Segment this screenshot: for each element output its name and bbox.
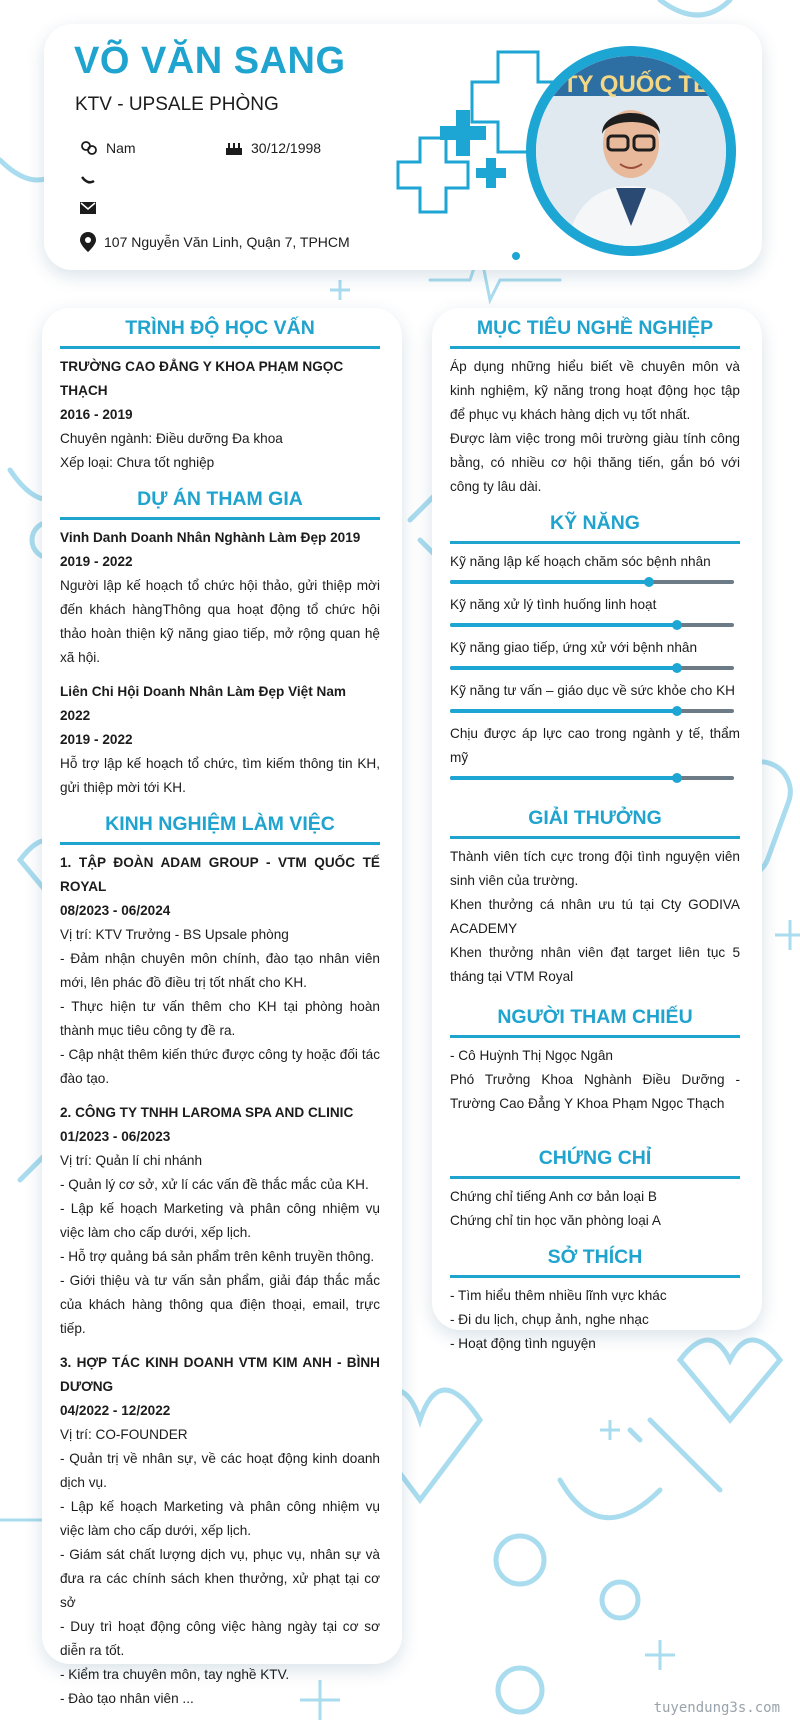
objective-text: Được làm việc trong môi trường giàu tính công bằng, có nhiều cơ hội thăng tiến, gắn bó với công ty lâu dài. [450, 431, 740, 494]
skill-label: Kỹ năng giao tiếp, ứng xử với bệnh nhân [450, 640, 698, 655]
skill-bar-knob [672, 620, 682, 630]
job-duty: - Kiểm tra chuyên môn, tay nghề KTV. [60, 1667, 290, 1682]
profile-photo [526, 46, 736, 256]
school-major: Chuyên ngành: Điều dưỡng Đa khoa [60, 431, 283, 446]
skill-bar-fill [450, 580, 649, 584]
award-item: Khen thưởng cá nhân ưu tú tại Cty GODIVA ACADEMY [450, 897, 740, 936]
job-duty: - Thực hiện tư vấn thêm cho KH tại phòng hoàn thành mục tiêu công ty đề ra. [60, 999, 380, 1038]
skill-bar-knob [672, 773, 682, 783]
reference-role: Phó Trưởng Khoa Nghành Điều Dưỡng - Trường Cao Đẳng Y Khoa Phạm Ngọc Thạch [450, 1072, 740, 1111]
education-section [60, 316, 380, 475]
skill-label: Kỹ năng lập kế hoạch chăm sóc bệnh nhân [450, 554, 711, 569]
plus-icon [775, 920, 800, 950]
job-position: Vị trí: Quản lí chi nhánh [60, 1153, 203, 1168]
job-period: 04/2022 - 12/2022 [60, 1403, 171, 1418]
award-item: Khen thưởng nhân viên đạt target liên tục 5 tháng tại VTM Royal [450, 945, 740, 984]
stethoscope-icon [560, 1480, 660, 1518]
skills-section [450, 511, 740, 780]
skill-bar [450, 623, 734, 627]
hobby-item: - Đi du lịch, chụp ảnh, nghe nhạc [450, 1312, 649, 1327]
awards-section [450, 806, 740, 989]
address-row [80, 232, 350, 252]
references-title: NGƯỜI THAM CHIẾU [450, 1005, 740, 1038]
references-section [450, 1005, 740, 1116]
job-duty: - Giám sát chất lượng dịch vụ, phục vụ, nhân sự và đưa ra các chính sách khen thưởng, xử phạt tại cơ sở [60, 1547, 380, 1610]
stethoscope-icon [660, 0, 730, 15]
skill-bar [450, 580, 734, 584]
hobby-item: - Tìm hiểu thêm nhiều lĩnh vực khác [450, 1288, 667, 1303]
skills-title: KỸ NĂNG [450, 511, 740, 544]
job-item [60, 1101, 380, 1341]
job-duty: - Lập kế hoạch Marketing và phân công nhiệm vụ việc làm cho cấp dưới, xếp lịch. [60, 1201, 380, 1240]
email-row [80, 202, 104, 214]
job-duty: - Giới thiệu và tư vấn sản phẩm, giải đáp thắc mắc của khách hàng thông qua điện thoại, email, trực tiếp. [60, 1273, 380, 1336]
job-company: 1. TẬP ĐOÀN ADAM GROUP - VTM QUỐC TẾ ROYAL [60, 855, 380, 894]
job-duty: - Hỗ trợ quảng bá sản phẩm trên kênh truyền thông. [60, 1249, 375, 1264]
skill-bar [450, 709, 734, 713]
plus-icon [330, 280, 350, 300]
projects-section [60, 487, 380, 800]
objective-title: MỤC TIÊU NGHỀ NGHIỆP [450, 316, 740, 349]
certificate-item: Chứng chỉ tiếng Anh cơ bản loại B [450, 1189, 657, 1204]
project-name: Liên Chi Hội Doanh Nhân Làm Đẹp Việt Nam 2022 [60, 684, 347, 723]
syringe-icon [630, 1420, 720, 1490]
job-position: Vị trí: KTV Trưởng - BS Upsale phòng [60, 927, 289, 942]
school-name: TRƯỜNG CAO ĐẲNG Y KHOA PHẠM NGỌC THẠCH [60, 359, 344, 398]
job-period: 08/2023 - 06/2024 [60, 903, 171, 918]
plus-icon [645, 1640, 675, 1670]
gender-row [80, 140, 136, 156]
project-desc: Người lập kế hoạch tổ chức hội thảo, gửi thiệp mời đến khách hàngThông qua hoạt động tổ chức hội thảo hoàn thiện kỹ năng giao tiếp, mở rộng quan hệ xã hội. [60, 578, 380, 665]
skill-item [450, 550, 740, 584]
skill-bar-fill [450, 709, 677, 713]
job-item [60, 851, 380, 1091]
experience-title: KINH NGHIỆM LÀM VIỆC [60, 812, 380, 845]
skill-item [450, 636, 740, 670]
skill-label: Kỹ năng xử lý tình huống linh hoạt [450, 597, 657, 612]
job-duty: - Lập kế hoạch Marketing và phân công nhiệm vụ việc làm cho cấp dưới, xếp lịch. [60, 1499, 380, 1538]
experience-section [60, 812, 380, 1711]
birthday-value: 30/12/1998 [251, 140, 322, 156]
stethoscope-icon [496, 1536, 544, 1584]
project-years: 2019 - 2022 [60, 732, 133, 747]
hobby-item: - Hoạt động tình nguyện [450, 1336, 596, 1351]
skill-bar-fill [450, 666, 677, 670]
watermark: tuyendung3s.com [653, 1700, 780, 1716]
skill-bar-knob [672, 663, 682, 673]
address-value: 107 Nguyễn Văn Linh, Quận 7, TPHCM [104, 234, 350, 250]
skill-bar [450, 666, 734, 670]
job-item [60, 1351, 380, 1711]
reference-name: - Cô Huỳnh Thị Ngọc Ngân [450, 1048, 613, 1063]
school-grade: Xếp loại: Chưa tốt nghiệp [60, 455, 215, 470]
candidate-name: VÕ VĂN SANG [74, 40, 346, 82]
skill-bar-fill [450, 623, 677, 627]
objective-text: Áp dụng những hiểu biết về chuyên môn và kinh nghiệm, kỹ năng trong hoạt động học tập để phục vụ khách hàng dịch vụ tốt nhất. [450, 359, 740, 422]
project-years: 2019 - 2022 [60, 554, 133, 569]
certificates-title: CHỨNG CHỈ [450, 1146, 740, 1179]
certificate-item: Chứng chỉ tin học văn phòng loại A [450, 1213, 661, 1228]
job-period: 01/2023 - 06/2023 [60, 1129, 171, 1144]
gender-value: Nam [106, 140, 136, 156]
plus-icon [600, 1420, 620, 1440]
phone-icon [80, 176, 96, 186]
job-duty: - Quản lý cơ sở, xử lí các vấn đề thắc mắc của KH. [60, 1177, 369, 1192]
job-company: 2. CÔNG TY TNHH LAROMA SPA AND CLINIC [60, 1105, 354, 1120]
project-name: Vinh Danh Doanh Nhân Nghành Làm Đẹp 2019 [60, 530, 361, 545]
birthday-cake-icon [225, 140, 243, 156]
avatar [536, 56, 726, 246]
project-desc: Hỗ trợ lập kế hoạch tổ chức, tìm kiếm thông tin KH, gửi thiệp mời tới KH. [60, 756, 380, 795]
awards-title: GIẢI THƯỞNG [450, 806, 740, 839]
skill-label: Kỹ năng tư vấn – giáo dục về sức khỏe cho KH [450, 683, 735, 698]
left-column [60, 316, 380, 1723]
photo-background-text: TY QUỐC TẾ [562, 71, 710, 98]
project-item [60, 526, 380, 670]
hobbies-title: SỞ THÍCH [450, 1245, 740, 1278]
education-title: TRÌNH ĐỘ HỌC VẤN [60, 316, 380, 349]
objective-section [450, 316, 740, 499]
phone-row [80, 176, 104, 186]
job-duty: - Quản trị về nhân sự, về các hoạt động kinh doanh dịch vụ. [60, 1451, 380, 1490]
job-company: 3. HỢP TÁC KINH DOANH VTM KIM ANH - BÌNH DƯƠNG [60, 1355, 380, 1394]
skill-item [450, 593, 740, 627]
skill-bar [450, 776, 734, 780]
skill-bar-knob [644, 577, 654, 587]
job-position: Vị trí: CO-FOUNDER [60, 1427, 188, 1442]
location-pin-icon [80, 232, 96, 252]
school-years: 2016 - 2019 [60, 407, 133, 422]
skill-bar-fill [450, 776, 677, 780]
project-item [60, 680, 380, 800]
skill-item [450, 722, 740, 780]
skill-label: Chịu được áp lực cao trong ngành y tế, thẩm mỹ [450, 726, 740, 765]
right-column [450, 316, 740, 1368]
skill-item [450, 679, 740, 713]
email-icon [80, 202, 96, 214]
job-duty: - Đảm nhận chuyên môn chính, đào tạo nhân viên mới, lên phác đồ điều trị tốt nhất cho KH. [60, 951, 380, 990]
hobbies-section [450, 1245, 740, 1356]
job-duty: - Cập nhật thêm kiến thức được công ty hoặc đối tác đào tạo. [60, 1047, 380, 1086]
candidate-title: KTV - UPSALE PHÒNG [75, 94, 279, 115]
job-duty: - Đào tạo nhân viên ... [60, 1691, 194, 1706]
skill-bar-knob [672, 706, 682, 716]
gender-icon [80, 140, 98, 156]
birthday-row [225, 140, 321, 156]
award-item: Thành viên tích cực trong đội tình nguyện viên sinh viên của trường. [450, 849, 740, 888]
certificates-section [450, 1146, 740, 1233]
job-duty: - Duy trì hoạt động công việc hàng ngày tại cơ sơ diễn ra tốt. [60, 1619, 380, 1658]
projects-title: DỰ ÁN THAM GIA [60, 487, 380, 520]
